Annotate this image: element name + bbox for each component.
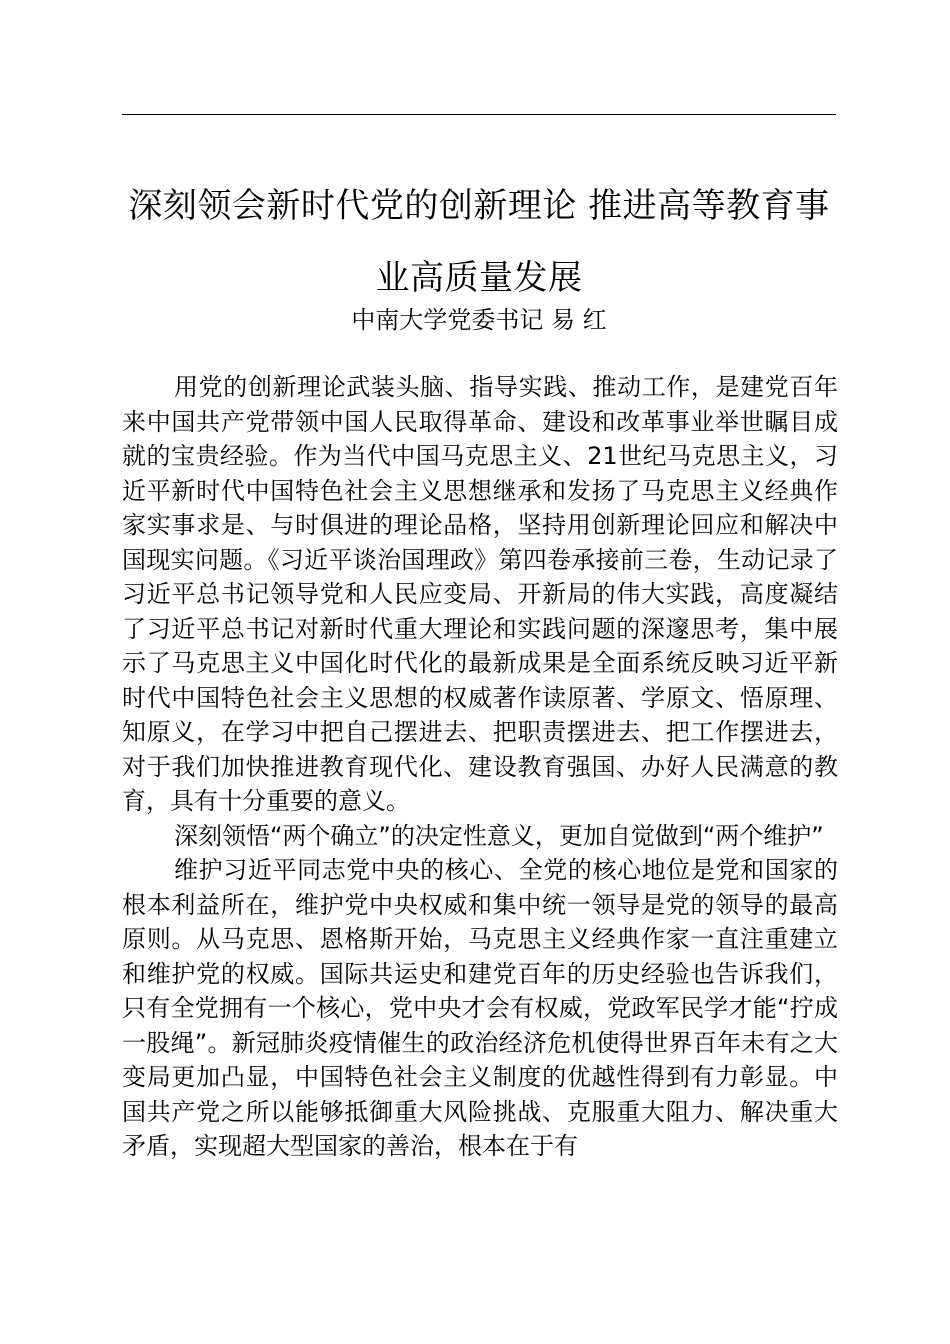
paragraph-section-heading: 深刻领悟“两个确立”的决定性意义，更加自觉做到“两个维护” [174,821,824,850]
title-line-1: 深刻领会新时代党的创新理论 推进高等教育事 [128,186,830,226]
document-title [122,170,836,314]
title-line-2: 业高质量发展 [375,258,583,298]
paragraph-body: 维护习近平同志党中央的核心、全党的核心地位是党和国家的根本利益所在，维护党中央权威和集中统一领导是党的领导的最高原则。从马克思、恩格斯开始，马克思主义经典作家一直注重建立和维护党的权威。国际共运史和建党百年的历史经验也告诉我们，只有全党拥有一个核心，党中央才会有权威，党政军民学才能“拧成一股绳”。新冠肺炎疫情催生的政治经济危机使得世界百年未有之大变局更加凸显，中国特色社会主义制度的优越性得到有力彰显。中国共产党之所以能够抵御重大风险挑战、克服重大阻力、解决重大矛盾，实现超大型国家的善治，根本在于有 [122,856,838,1160]
article-body [122,370,838,1164]
author-byline: 中南大学党委书记 易 红 [351,306,607,334]
header-rule [122,114,836,115]
paragraph-intro: 用党的创新理论武装头脑、指导实践、推动工作，是建党百年来中国共产党带领中国人民取得革命、建设和改革事业举世瞩目成就的宝贵经验。作为当代中国马克思主义、21世纪马克思主义，习近平新时代中国特色社会主义思想继承和发扬了马克思主义经典作家实事求是、与时俱进的理论品格，坚持用创新理论回应和解决中国现实问题。《习近平谈治国理政》第四卷承接前三卷，生动记录了习近平总书记领导党和人民应变局、开新局的伟大实践，高度凝结了习近平总书记对新时代重大理论和实践问题的深邃思考，集中展示了马克思主义中国化时代化的最新成果是全面系统反映习近平新时代中国特色社会主义思想的权威著作读原著、学原文、悟原理、知原义，在学习中把自己摆进去、把职责摆进去、把工作摆进去，对于我们加快推进教育现代化、建设教育强国、办好人民满意的教育，具有十分重要的意义。 [122,373,838,815]
